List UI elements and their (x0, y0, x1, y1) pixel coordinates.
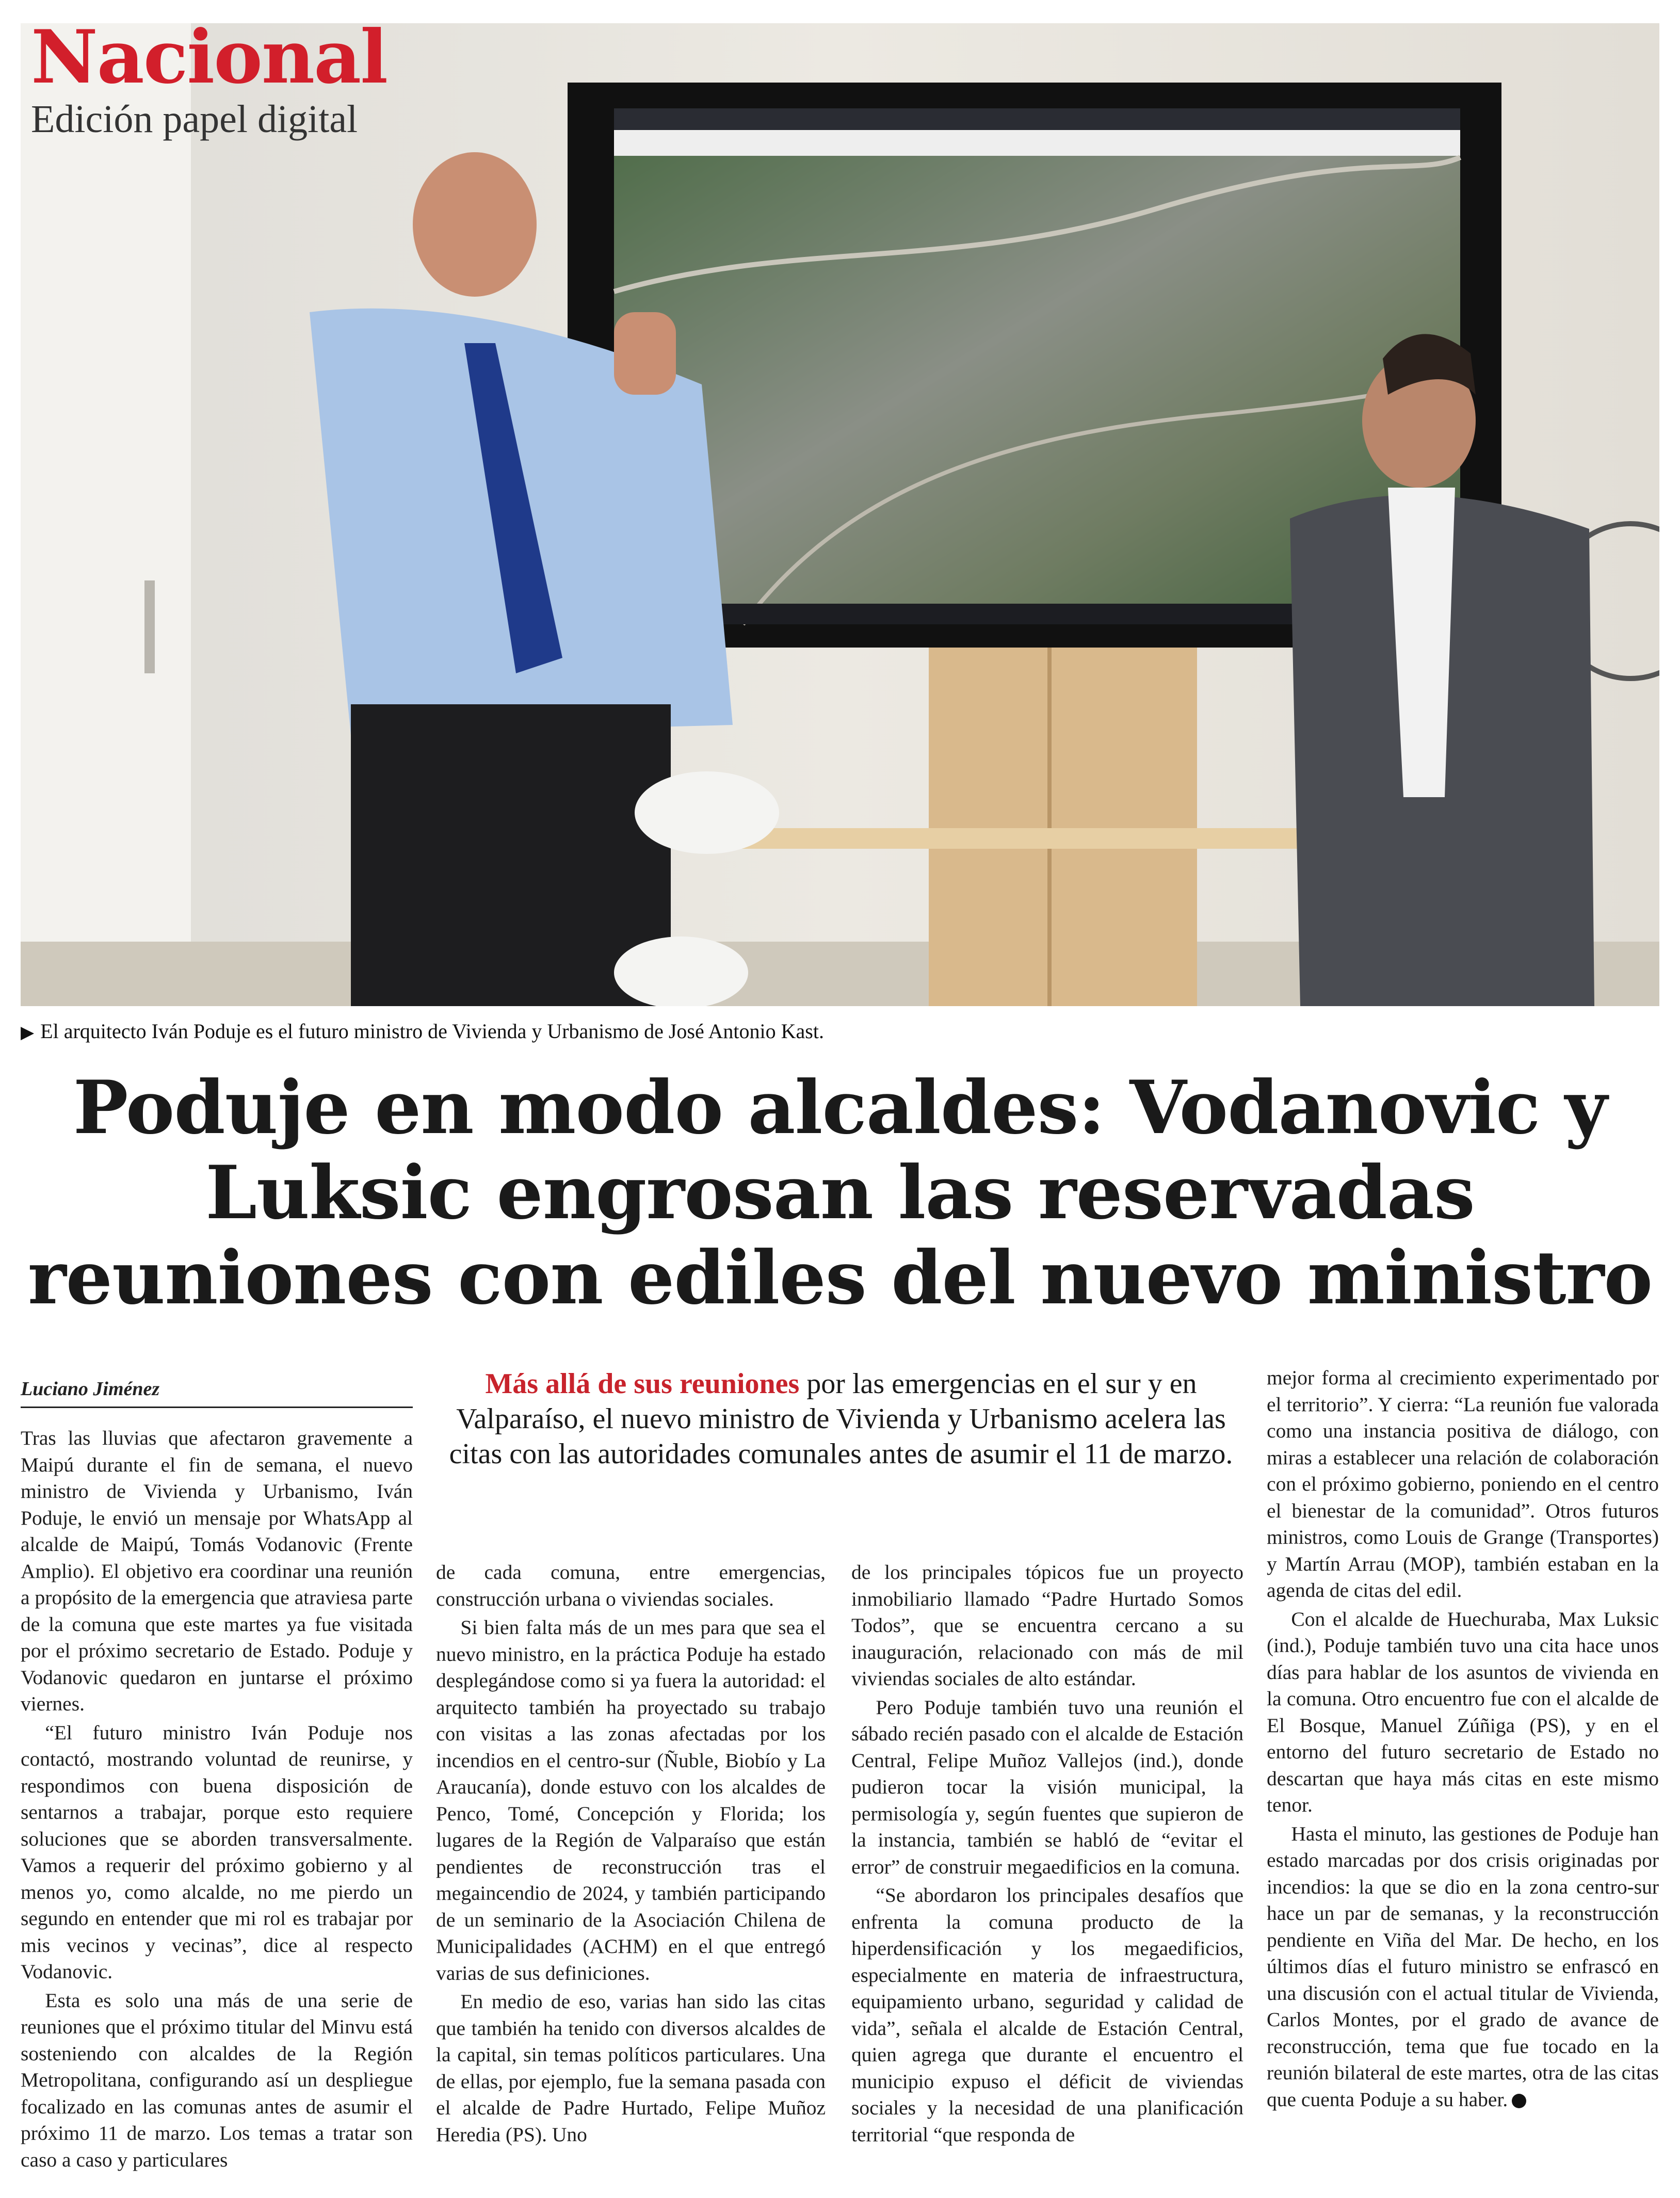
paragraph: Esta es solo una más de una serie de reuniones que el próximo titular del Minvu está sosteniendo con alcaldes de la Región Metropolitana, configurando así un despliegue focalizado en las comunas antes de asumir el próximo 11 de marzo. Los temas a tratar son caso a caso y particulares (21, 1989, 413, 2171)
photo-illustration (21, 14, 1659, 1006)
article-headline: Poduje en modo alcaldes: Vodanovic y Luksic engrosan las reservadas reuniones con ediles del nuevo ministro (27, 1065, 1653, 1321)
caption-marker-icon: ▶ (21, 1023, 35, 1042)
paragraph: En medio de eso, varias han sido las citas que también ha tenido con diversos alcaldes de la capital, sin temas políticos particulares. Una de ellas, por ejemplo, fue la semana pasada con el alcalde de Padre Hurtado, Felipe Muñoz Heredia (PS). Uno (436, 1990, 826, 2146)
paragraph-final (1267, 1821, 1659, 2113)
person-left-head (413, 152, 537, 297)
photo-caption-text: El arquitecto Iván Poduje es el futuro ministro de Vivienda y Urbanismo de José Antonio Kast. (40, 1020, 824, 1043)
section-header (31, 14, 387, 141)
paragraph: Si bien falta más de un mes para que sea el nuevo ministro, en la práctica Poduje ha estado desplegándose como si ya fuera la autoridad: el arquitecto también ha proyectado su trabajo con visitas a las zonas afectadas por los incendios en el centro-sur (Ñuble, Biobío y La Araucanía), donde estuvo con los alcaldes de Penco, Tomé, Concepción y Florida; los lugares de la Región de Valparaíso que están pendientes de reconstrucción tras el megaincendio de 2024, y también participando de un seminario de la Asociación Chilena de Municipalidades (ACHM) en el que entregó varias de sus definiciones. (436, 1616, 826, 1984)
paragraph: de cada comuna, entre emergencias, construcción urbana o viviendas sociales. (436, 1561, 826, 1610)
paragraph-final-text: Hasta el minuto, las gestiones de Poduje han estado marcadas por dos crisis originadas por incendios: la que se dio en la zona centro-sur hace un par de semanas, y la reconstrucción pendiente en Viña del Mar. De hecho, en los últimos días el futuro ministro se enfrascó en una discusión con el actual titular de Vivienda, Carlos Montes, por el grado de avance de reconstrucción, tema que fue tocado en la reunión bilateral de este martes, otra de las citas que cuenta Poduje a su haber. (1267, 1822, 1659, 2111)
byline: Luciano Jiménez (21, 1378, 413, 1408)
article-column-4 (1267, 1365, 1659, 2115)
article-column-3 (851, 1559, 1243, 2150)
article-column-2 (436, 1559, 826, 2150)
deck-text: por las emergencias en el sur y en Valparaíso, el nuevo ministro de Vivienda y Urbanismo acelera las citas con las autoridades comunales antes de asumir el 11 de marzo. (449, 1368, 1233, 1470)
section-title: Nacional (31, 14, 387, 100)
end-of-article-icon (1512, 2094, 1526, 2108)
paragraph: Pero Poduje también tuvo una reunión el sábado recién pasado con el alcalde de Estación Central, Felipe Muñoz Vallejos (ind.), donde pudieron tocar la visión municipal, la permisología y, según fuentes que supieron de la instancia, también se habló de “evitar el error” de construir megaedificios en la comuna. (851, 1695, 1243, 1878)
deck-lead: Más allá de sus reuniones (485, 1368, 800, 1400)
article-deck (449, 1366, 1233, 1472)
lead-photo (21, 14, 1659, 1006)
paragraph: de los principales tópicos fue un proyecto inmobiliario llamado “Padre Hurtado Somos Todos”, que se encuentra cercano a su inauguración, relacionado con más de mil viviendas sociales de alto estándar. (851, 1561, 1243, 1690)
article-column-1 (21, 1425, 413, 2175)
photo-caption (21, 1019, 1659, 1044)
paragraph: “Se abordaron los principales desafíos que enfrenta la comuna producto de la hiperdensificación y los megaedificios, especialmente en materia de infraestructura, equipamiento urbano, seguridad y calidad de vida”, señala el alcalde de Estación Central, quien agrega que durante el encuentro el municipio expuso el déficit de viviendas sociales y la necesidad de una planificación territorial “que responda de (851, 1884, 1243, 2146)
section-subtitle: Edición papel digital (31, 98, 358, 141)
paragraph: “El futuro ministro Iván Poduje nos contactó, mostrando voluntad de reunirse, y respondimos con buena disposición de sentarnos a trabajar, porque esto requiere soluciones que se aborden transversalmente. Vamos a requerir del próximo gobierno y al menos yo, como alcalde, no me pierdo un segundo en entender que mi rol es trabajar por mis vecinos y vecinas”, dice al respecto Vodanovic. (21, 1721, 413, 1983)
paragraph: Con el alcalde de Huechuraba, Max Luksic (ind.), Poduje también tuvo una cita hace unos días para hablar de los asuntos de vivienda en la comuna. Otro encuentro fue con el alcalde de El Bosque, Manuel Zúñiga (PS), y en el entorno del futuro secretario de Estado no descartan que haya más citas en este mismo tenor. (1267, 1607, 1659, 1816)
paragraph: Tras las lluvias que afectaron gravemente a Maipú durante el fin de semana, el nuevo ministro de Vivienda y Urbanismo, Iván Poduje, le envió un mensaje por WhatsApp al alcalde de Maipú, Tomás Vodanovic (Frente Amplio). El objetivo era coordinar una reunión a propósito de la emergencia que atraviesa parte de la comuna que este martes ya fue visitada por el próximo secretario de Estado. Poduje y Vodanovic quedaron en juntarse el próximo viernes. (21, 1427, 413, 1715)
paragraph: mejor forma al crecimiento experimentado por el territorio”. Y cierra: “La reunión fue valorada como una instancia positiva de diálogo, con miras a establecer una relación de colaboración con el próximo gobierno, poniendo en el centro el bienestar de la comunidad”. Otros futuros ministros, como Louis de Grange (Transportes) y Martín Arrau (MOP), también estaban en la agenda de citas del edil. (1267, 1366, 1659, 1602)
